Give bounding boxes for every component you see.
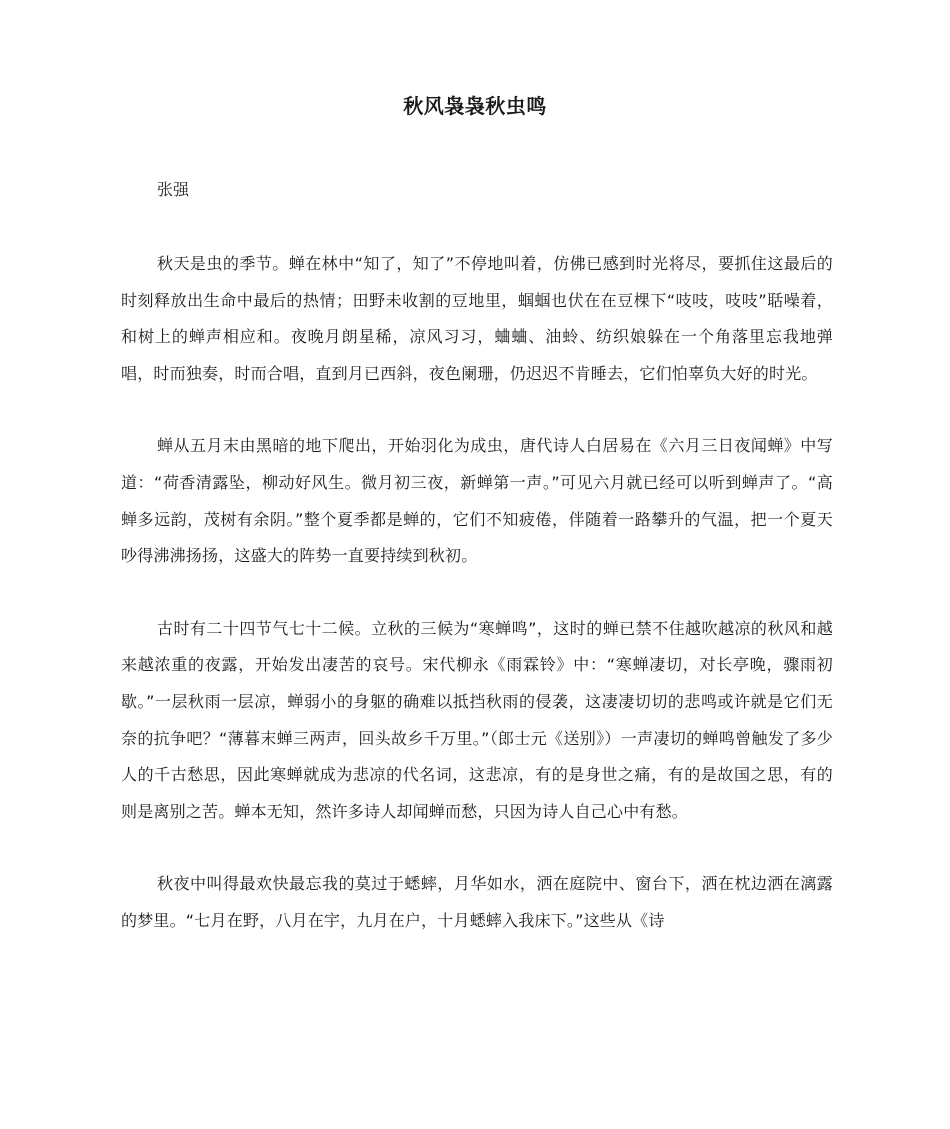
document-title: 秋风袅袅秋虫鸣 xyxy=(403,94,547,118)
paragraph-4: 秋夜中叫得最欢快最忘我的莫过于蟋蟀，月华如水，洒在庭院中、窗台下，洒在枕边洒在漓露的梦里。“七月在野，八月在宇，九月在户，十月蟋蟀入我床下。”这些从《诗 xyxy=(121,874,833,930)
article-body xyxy=(121,246,833,976)
paragraph-1: 秋天是虫的季节。蝉在林中“知了，知了”不停地叫着，仿佛已感到时光将尽，要抓住这最后的时刻释放出生命中最后的热情；田野未收割的豆地里，蝈蝈也伏在在豆棵下“吱吱，吱吱”聒噪着，和树上的蝉声相应和。夜晚月朗星稀，凉风习习，蛐蛐、油蛉、纺织娘躲在一个角落里忘我地弹唱，时而独奏，时而合唱，直到月已西斜，夜色阑珊，仍迟迟不肯睡去，它们怕辜负大好的时光。 xyxy=(121,254,833,383)
paragraph-2: 蝉从五月末由黑暗的地下爬出，开始羽化为成虫，唐代诗人白居易在《六月三日夜闻蝉》中写道：“荷香清露坠，柳动好风生。微月初三夜，新蝉第一声。”可见六月就已经可以听到蝉声了。“高蝉多远韵，茂树有余阴。”整个夏季都是蝉的，它们不知疲倦，伴随着一路攀升的气温，把一个夏天吵得沸沸扬扬，这盛大的阵势一直要持续到秋初。 xyxy=(121,436,833,566)
paragraph-3: 古时有二十四节气七十二候。立秋的三候为“寒蝉鸣”，这时的蝉已禁不住越吹越凉的秋风和越来越浓重的夜露，开始发出凄苦的哀号。宋代柳永《雨霖铃》中：“寒蝉凄切，对长亭晚，骤雨初歇。”一层秋雨一层凉，蝉弱小的身躯的确难以抵挡秋雨的侵袭，这凄凄切切的悲鸣或许就是它们无奈的抗争吧？“薄暮末蝉三两声，回头故乡千万里。”（郎士元《送别》）一声凄切的蝉鸣曾触发了多少人的千古愁思，因此寒蝉就成为悲凉的代名词，这悲凉，有的是身世之痛，有的是故国之思，有的则是离别之苦。蝉本无知，然许多诗人却闻蝉而愁，只因为诗人自己心中有愁。 xyxy=(121,618,833,821)
author-name: 张强 xyxy=(157,180,190,199)
